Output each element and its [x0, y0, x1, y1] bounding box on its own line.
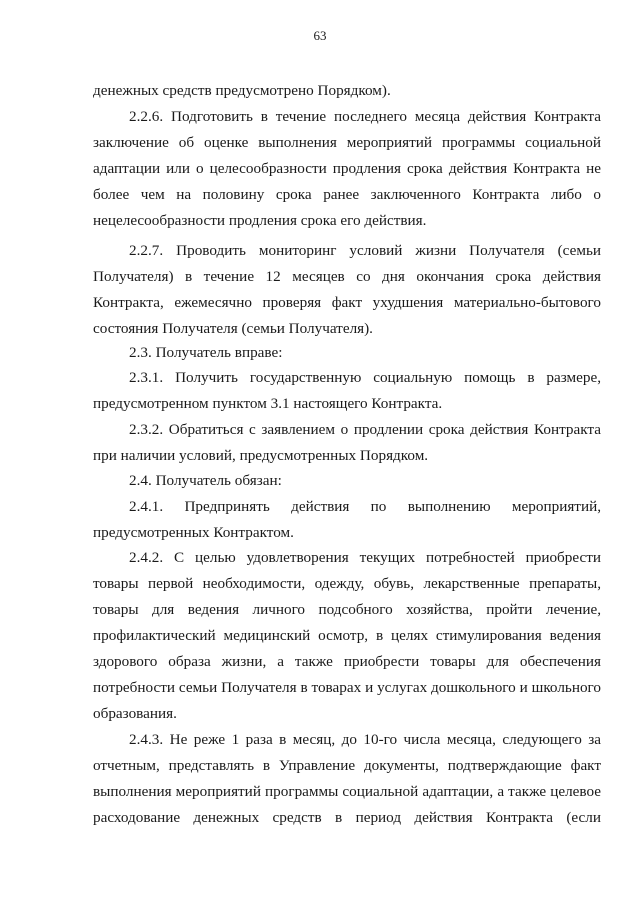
paragraph-continuation: денежных средств предусмотрено Порядком). [93, 82, 391, 99]
paragraph-2-4-2: 2.4.2. С целью удовлетворения текущих потребностей приобрести товары первой необходимости, одежду, обувь, лекарственные препараты, товары для ведения личного подсобного хозяйства, пройти лечение, профилактический медицинский осмотр, в целях стимулирования ведения здорового образа жизни, а также приобрести товары для обеспечения потребности семьи Получателя в товарах и услугах дошкольного и школьного образования. [93, 549, 601, 722]
paragraph-2-3: 2.3. Получатель вправе: [129, 344, 283, 361]
paragraph-2-4: 2.4. Получатель обязан: [129, 472, 282, 489]
paragraph-2-3-1: 2.3.1. Получить государственную социальную помощь в размере, предусмотренном пунктом 3.1 настоящего Контракта. [93, 369, 601, 412]
paragraph-2-3-2: 2.3.2. Обратиться с заявлением о продлении срока действия Контракта при наличии условий, предусмотренных Порядком. [93, 421, 601, 464]
paragraph-2-2-6: 2.2.6. Подготовить в течение последнего месяца действия Контракта заключение об оценке выполнения мероприятий программы социальной адаптации или о целесообразности продления срока действия Контракта не более чем на половину срока ранее заключенного Контракта либо о нецелесообразности продления срока его действия. [93, 108, 601, 229]
paragraph-2-4-1: 2.4.1. Предпринять действия по выполнению мероприятий, предусмотренных Контрактом. [93, 498, 601, 541]
paragraph-2-2-7: 2.2.7. Проводить мониторинг условий жизни Получателя (семьи Получателя) в течение 12 месяцев со дня окончания срока действия Контракта, ежемесячно проверяя факт ухудшения материально-бытового состояния Получателя (семьи Получателя). [93, 242, 601, 337]
paragraph-2-4-3: 2.4.3. Не реже 1 раза в месяц, до 10-го числа месяца, следующего за отчетным, представлять в Управление документы, подтверждающие факт выполнения мероприятий программы социальной адаптации, а также целевое расходование денежных средств в период действия Контракта (если [93, 731, 601, 826]
page-number: 63 [313, 28, 327, 43]
